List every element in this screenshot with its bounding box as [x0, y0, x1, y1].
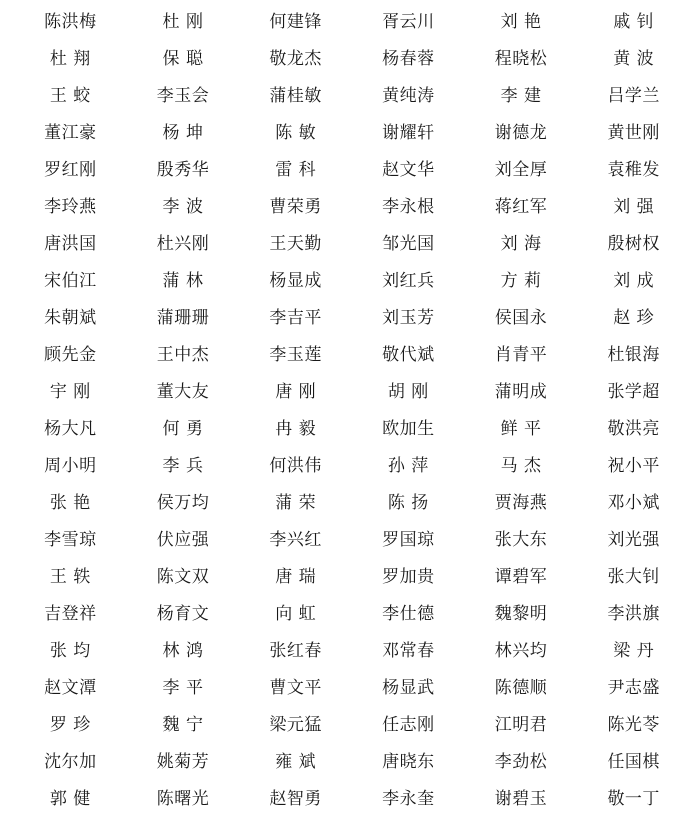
name-cell: 沈尔加: [44, 752, 97, 773]
name-cell: 李 建: [500, 86, 542, 107]
name-cell: 刘 艳: [500, 12, 542, 33]
name-cell: 李玲燕: [44, 197, 97, 218]
name-cell: 唐晓东: [382, 752, 435, 773]
name-cell: 张大东: [494, 530, 548, 551]
name-cell: 殷秀华: [156, 160, 210, 181]
name-cell: 宇 刚: [49, 382, 91, 403]
name-cell: 刘 成: [613, 271, 655, 292]
name-cell: 董江豪: [44, 123, 97, 144]
name-row: [0, 4, 700, 41]
name-cell: 程晓松: [494, 49, 548, 70]
name-cell: 黄 波: [613, 49, 655, 70]
name-cell: 刘 海: [500, 234, 542, 255]
name-cell: 刘光强: [607, 530, 660, 551]
name-row: [0, 559, 700, 596]
name-cell: 敬代斌: [382, 345, 435, 366]
name-cell: 侯万均: [156, 493, 210, 514]
name-cell: 董大友: [156, 382, 210, 403]
name-cell: 杜 翔: [49, 49, 91, 70]
name-cell: 杨育文: [156, 604, 210, 625]
name-cell: 谢耀轩: [382, 123, 435, 144]
name-cell: 林兴均: [494, 641, 548, 662]
name-cell: 李仕德: [382, 604, 435, 625]
name-cell: 梁 丹: [613, 641, 655, 662]
name-cell: 胥云川: [382, 12, 435, 33]
name-row: [0, 226, 700, 263]
name-cell: 李兴红: [269, 530, 322, 551]
name-cell: 杜 刚: [162, 12, 204, 33]
name-row: [0, 522, 700, 559]
name-cell: 邹光国: [382, 234, 435, 255]
name-cell: 马 杰: [500, 456, 542, 477]
name-cell: 陈 敏: [275, 123, 317, 144]
name-cell: 顾先金: [44, 345, 97, 366]
name-cell: 戚 钊: [613, 12, 655, 33]
name-cell: 杨春蓉: [382, 49, 435, 70]
name-cell: 李永根: [382, 197, 435, 218]
name-cell: 黄世刚: [607, 123, 660, 144]
name-cell: 李 平: [162, 678, 204, 699]
name-cell: 罗 珍: [49, 715, 91, 736]
name-cell: 谭碧军: [494, 567, 548, 588]
name-cell: 张红春: [269, 641, 322, 662]
name-cell: 敬龙杰: [269, 49, 322, 70]
name-row: [0, 263, 700, 300]
name-cell: 魏 宁: [162, 715, 204, 736]
name-cell: 曹荣勇: [269, 197, 322, 218]
name-cell: 保 聪: [162, 49, 204, 70]
name-row: [0, 41, 700, 78]
name-row: [0, 670, 700, 707]
name-row: [0, 448, 700, 485]
name-cell: 谢德龙: [494, 123, 548, 144]
name-cell: 刘红兵: [382, 271, 435, 292]
name-cell: 罗加贵: [382, 567, 435, 588]
name-cell: 伏应强: [156, 530, 210, 551]
name-cell: 林 鸿: [162, 641, 204, 662]
name-cell: 唐 刚: [275, 382, 317, 403]
name-row: [0, 337, 700, 374]
name-cell: 任志刚: [382, 715, 435, 736]
name-cell: 方 莉: [500, 271, 542, 292]
name-cell: 陈德顺: [494, 678, 548, 699]
name-cell: 王天勤: [269, 234, 322, 255]
name-cell: 贾海燕: [494, 493, 548, 514]
name-cell: 邓小斌: [607, 493, 660, 514]
name-row: [0, 781, 700, 818]
name-cell: 杜兴刚: [156, 234, 210, 255]
name-cell: 杜银海: [607, 345, 660, 366]
name-cell: 殷树权: [607, 234, 660, 255]
name-cell: 王中杰: [156, 345, 210, 366]
name-cell: 赵文华: [382, 160, 435, 181]
name-cell: 陈 扬: [387, 493, 429, 514]
name-cell: 侯国永: [494, 308, 548, 329]
name-cell: 罗红刚: [44, 160, 97, 181]
name-cell: 肖青平: [494, 345, 548, 366]
name-cell: 李永奎: [382, 789, 435, 810]
name-cell: 孙 萍: [387, 456, 429, 477]
name-cell: 李 兵: [162, 456, 204, 477]
name-cell: 雍 斌: [275, 752, 317, 773]
name-cell: 李劲松: [494, 752, 548, 773]
name-cell: 黄纯涛: [382, 86, 435, 107]
name-cell: 唐 瑞: [275, 567, 317, 588]
name-cell: 任国棋: [607, 752, 660, 773]
name-cell: 唐洪国: [44, 234, 97, 255]
name-cell: 赵文潭: [44, 678, 97, 699]
name-cell: 杨显成: [269, 271, 322, 292]
name-row: [0, 633, 700, 670]
name-cell: 蒲 林: [162, 271, 204, 292]
name-cell: 刘玉芳: [382, 308, 435, 329]
name-cell: 敬一丁: [607, 789, 660, 810]
name-cell: 杨显武: [382, 678, 435, 699]
name-cell: 冉 毅: [275, 419, 317, 440]
name-cell: 朱朝斌: [44, 308, 97, 329]
name-row: [0, 485, 700, 522]
name-cell: 王 蛟: [49, 86, 91, 107]
name-cell: 郭 健: [49, 789, 91, 810]
name-cell: 张大钊: [607, 567, 660, 588]
name-cell: 吉登祥: [44, 604, 97, 625]
name-cell: 欧加生: [382, 419, 435, 440]
name-cell: 邓常春: [382, 641, 435, 662]
name-cell: 张 艳: [49, 493, 91, 514]
name-cell: 李玉莲: [269, 345, 322, 366]
name-row: [0, 596, 700, 633]
name-cell: 李洪旗: [607, 604, 660, 625]
name-cell: 雷 科: [275, 160, 317, 181]
name-cell: 杨大凡: [44, 419, 97, 440]
name-cell: 赵 珍: [613, 308, 655, 329]
name-cell: 罗国琼: [382, 530, 435, 551]
name-row: [0, 707, 700, 744]
name-row: [0, 189, 700, 226]
name-cell: 蒲明成: [494, 382, 548, 403]
name-row: [0, 411, 700, 448]
name-cell: 谢碧玉: [494, 789, 548, 810]
name-cell: 鲜 平: [500, 419, 542, 440]
name-cell: 吕学兰: [607, 86, 660, 107]
name-cell: 曹文平: [269, 678, 322, 699]
name-row: [0, 78, 700, 115]
name-cell: 魏黎明: [494, 604, 548, 625]
name-cell: 何 勇: [162, 419, 204, 440]
name-cell: 敬洪亮: [607, 419, 660, 440]
name-row: [0, 744, 700, 781]
name-cell: 蒲珊珊: [156, 308, 210, 329]
name-cell: 陈光苓: [607, 715, 660, 736]
name-cell: 向 虹: [275, 604, 317, 625]
name-cell: 祝小平: [607, 456, 660, 477]
name-cell: 陈曙光: [156, 789, 210, 810]
name-cell: 杨 坤: [162, 123, 204, 144]
name-cell: 李雪琼: [44, 530, 97, 551]
name-cell: 李吉平: [269, 308, 322, 329]
name-cell: 江明君: [494, 715, 548, 736]
name-cell: 刘全厚: [494, 160, 548, 181]
name-row: [0, 115, 700, 152]
name-cell: 梁元猛: [269, 715, 322, 736]
name-cell: 刘 强: [613, 197, 655, 218]
name-row: [0, 374, 700, 411]
name-cell: 胡 刚: [387, 382, 429, 403]
name-cell: 陈洪梅: [44, 12, 97, 33]
name-cell: 蒲桂敏: [269, 86, 322, 107]
name-cell: 李 波: [162, 197, 204, 218]
name-cell: 王 轶: [49, 567, 91, 588]
name-cell: 蒋红军: [494, 197, 548, 218]
name-row: [0, 152, 700, 189]
name-cell: 宋伯江: [44, 271, 97, 292]
name-cell: 何建锋: [269, 12, 322, 33]
name-cell: 周小明: [44, 456, 97, 477]
name-cell: 李玉会: [156, 86, 210, 107]
name-cell: 蒲 荣: [275, 493, 317, 514]
name-cell: 陈文双: [156, 567, 210, 588]
name-cell: 袁稚发: [607, 160, 660, 181]
name-cell: 张 均: [49, 641, 91, 662]
name-cell: 张学超: [607, 382, 660, 403]
name-cell: 何洪伟: [269, 456, 322, 477]
name-cell: 赵智勇: [269, 789, 322, 810]
name-row: [0, 300, 700, 337]
name-cell: 尹志盛: [607, 678, 660, 699]
name-cell: 姚菊芳: [156, 752, 210, 773]
